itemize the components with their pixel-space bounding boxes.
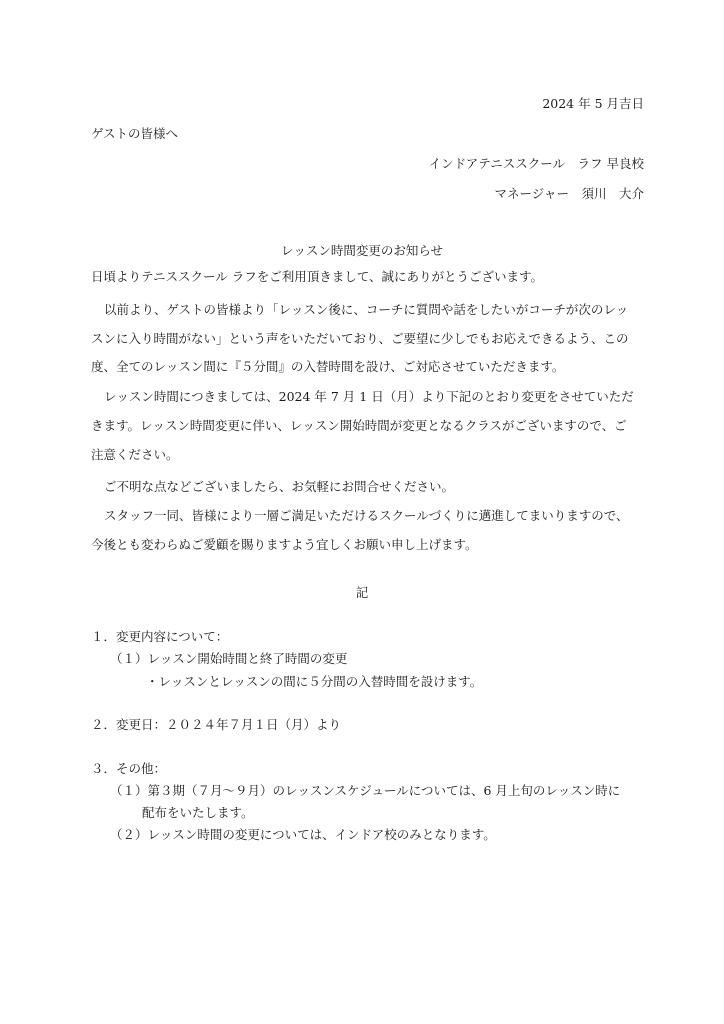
- paragraph-3-line-3: 注意ください。: [91, 447, 179, 462]
- section-3-subitem-1-line-2: 配布をいたします。: [142, 805, 254, 820]
- paragraph-2-line-3: 度、全てのレッスン間に『５分間』の入替時間を設け、ご対応させていただきます。: [91, 359, 565, 374]
- paragraph-5-line-1: スタッフ一同、皆様により一層ご満足いただけるスクールづくりに邁進してまいりますので、: [104, 508, 629, 523]
- paragraph-greeting: 日頃よりテニススクール ラフをご利用頂きまして、誠にありがとうございます。: [91, 269, 543, 284]
- ki-heading: 記: [355, 585, 369, 600]
- paragraph-5-line-2: 今後とも変わらぬご愛顧を賜りますよう宜しくお願い申し上げます。: [91, 537, 478, 552]
- section-2-heading: ２．変更日：２０２４年７月１日（月）より: [91, 717, 342, 732]
- section-1-subitem-1: （１）レッスン開始時間と終了時間の変更: [110, 651, 348, 666]
- section-1-subitem-1-detail: ・レッスンとレッスンの間に５分間の入替時間を設けます。: [146, 674, 483, 689]
- document-title: レッスン時間変更のお知らせ: [280, 243, 443, 258]
- paragraph-2-line-1: 以前より、ゲストの皆様より「レッスン後に、コーチに質問や話をしたいがコーチが次のレッ: [104, 302, 629, 317]
- paragraph-2-line-2: スンに入り時間がない」という声をいただいており、ご要望に少しでもお応えできるよう、この: [91, 331, 629, 346]
- recipient-line: ゲストの皆様へ: [91, 126, 179, 141]
- paragraph-3-line-1: レッスン時間につきましては、2024 年 7 月 1 日（月）より下記のとおり変更をさせていただ: [104, 389, 634, 404]
- section-3-subitem-1-line-1: （１）第３期（７月〜９月）のレッスンスケジュールについては、6 月上旬のレッスン時に: [110, 783, 621, 798]
- document-date: 2024 年 5 月吉日: [542, 96, 644, 111]
- paragraph-inquiry: ご不明な点などございましたら、お気軽にお問合せください。: [104, 479, 455, 494]
- paragraph-3-line-2: きます。レッスン時間変更に伴い、レッスン開始時間が変更となるクラスがございますので、ご: [91, 418, 627, 433]
- sender-name: マネージャー 須川 大介: [494, 186, 644, 201]
- section-3-heading: ３．その他：: [91, 761, 167, 776]
- section-1-heading: １．変更内容について：: [91, 629, 229, 644]
- section-3-subitem-2: （２）レッスン時間の変更については、インドア校のみとなります。: [110, 827, 496, 842]
- organization-name: インドアテニススクール ラフ 早良校: [428, 156, 644, 171]
